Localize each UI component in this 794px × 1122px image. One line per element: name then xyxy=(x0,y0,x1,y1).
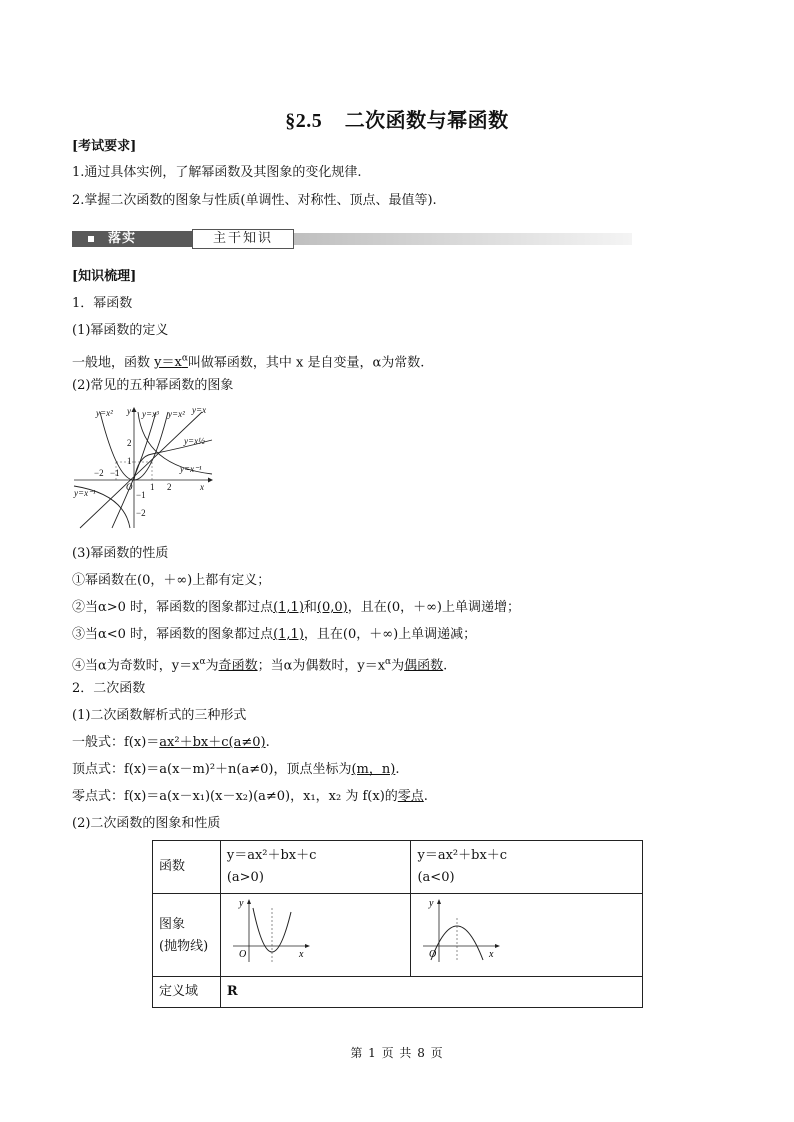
tick-x-1: 1 xyxy=(150,482,155,492)
requirement-1: 1.通过具体实例，了解幂函数及其图象的变化规律. xyxy=(72,165,362,180)
label-y-sqrt: y=x½ xyxy=(184,436,205,446)
label-y-x2-left: y=x² xyxy=(96,408,113,418)
svg-text:y: y xyxy=(238,898,244,909)
property-4: ④当α为奇数时，$y=x^\alpha$为奇函数；当α为偶数时，$y=x^\alpha$为偶函数. xyxy=(72,657,448,674)
section-number: §2.5 xyxy=(285,110,323,132)
def-prefix: 一般地，函数 xyxy=(72,355,155,371)
y-axis-arrow-icon xyxy=(132,407,137,412)
section-1-heading: 1．幂函数 xyxy=(72,296,133,311)
svg-text:y: y xyxy=(429,898,434,909)
label-y-x3: y=x³ xyxy=(142,409,159,419)
knowledge-heading: [知识梳理] xyxy=(72,269,137,284)
x-arrow-icon xyxy=(305,944,310,948)
tick-x-neg1: −1 xyxy=(110,468,120,478)
def-suffix: 叫做幂函数，其中 x 是自变量，α为常数. xyxy=(187,355,425,371)
power-functions-graph xyxy=(72,404,222,532)
section-2-heading: 2．二次函数 xyxy=(72,681,146,696)
y-arrow-icon xyxy=(437,899,441,904)
header-function: 函数 xyxy=(153,841,221,894)
tick-y-neg1: −1 xyxy=(136,490,146,500)
label-y-x: y=x xyxy=(192,405,207,415)
cell-a-positive: y＝ax²＋bx＋c (a>0) xyxy=(220,841,411,894)
property-1: ①幂函数在(0，＋∞)上都有定义； xyxy=(72,573,271,588)
vertex-form: 顶点式：f(x)＝a(x－m)²＋n(a≠0)，顶点坐标为(m，n). xyxy=(72,762,400,777)
power-function-definition xyxy=(72,350,424,372)
page-title xyxy=(0,104,794,133)
cell-a-negative: y＝ax²＋bx＋c (a<0) xyxy=(411,841,643,894)
table-row-graph xyxy=(153,894,643,977)
property-3: ③当α<0 时，幂函数的图象都过点(1,1)，且在(0，＋∞)上单调递减； xyxy=(72,627,477,642)
requirements-heading: [考试要求] xyxy=(72,139,137,154)
odd-function: 奇函数 xyxy=(218,658,258,674)
def-exponent: α xyxy=(181,354,188,364)
square-bullet-icon xyxy=(88,236,94,242)
section-2-1: (1)二次函数解析式的三种形式 xyxy=(72,708,247,723)
section-title: 二次函数与幂函数 xyxy=(344,110,509,132)
y-arrow-icon xyxy=(247,899,251,904)
label-y-x2-right: y=x² xyxy=(168,409,185,419)
banner-gradient-bar xyxy=(294,233,632,245)
point-0-0: (0,0) xyxy=(316,600,348,615)
parabola-upward-graph xyxy=(227,896,317,966)
quadratic-properties-table xyxy=(152,840,643,1008)
svg-text:O: O xyxy=(238,949,247,960)
table-row-domain xyxy=(153,977,643,1008)
label-y-inv-left: y=x⁻¹ xyxy=(74,488,96,498)
svg-text:x: x xyxy=(298,949,304,960)
tick-y-neg2: −2 xyxy=(136,508,146,518)
zero-points: 零点 xyxy=(397,789,424,804)
section-1-2: (2)常见的五种幂函数的图象 xyxy=(72,378,234,393)
vertex-coords: (m，n) xyxy=(351,762,396,777)
parabola-downward-graph xyxy=(417,896,507,966)
requirement-2: 2.掌握二次函数的图象与性质(单调性、对称性、顶点、最值等). xyxy=(72,193,437,208)
domain-value: R xyxy=(220,977,642,1008)
table-row-function xyxy=(153,841,643,894)
page-footer: 第 1 页 共 8 页 xyxy=(350,1046,444,1060)
axis-label-y: y xyxy=(127,406,131,416)
tick-x-2: 2 xyxy=(167,482,172,492)
section-banner xyxy=(72,229,632,249)
zero-form: 零点式：f(x)＝a(x－x₁)(x－x₂)(a≠0)，x₁，x₂ 为 f(x)的零点. xyxy=(72,789,428,804)
section-1-3: (3)幂函数的性质 xyxy=(72,546,169,561)
svg-text:x: x xyxy=(489,949,494,960)
def-function xyxy=(154,355,188,370)
section-2-2: (2)二次函数的图象和性质 xyxy=(72,816,221,831)
svg-text:O: O xyxy=(429,949,437,960)
banner-dark-block xyxy=(72,231,192,247)
header-graph: 图象 (抛物线) xyxy=(153,894,221,977)
tick-y-1: 1 xyxy=(127,456,132,466)
section-1-1: (1)幂函数的定义 xyxy=(72,323,169,338)
point-1-1-b: (1,1) xyxy=(273,627,304,642)
x-axis-arrow-icon xyxy=(208,478,213,483)
label-y-inv-right: y=x⁻¹ xyxy=(180,464,202,474)
axis-label-x: x xyxy=(200,482,204,492)
header-domain: 定义域 xyxy=(153,977,221,1008)
property-2: ②当α>0 时，幂函数的图象都过点(1,1)和(0,0)，且在(0，＋∞)上单调递增； xyxy=(72,600,520,615)
banner-left-label: 落实 xyxy=(108,231,137,246)
x-arrow-icon xyxy=(495,944,500,948)
general-form-expr: ax²＋bx＋c(a≠0) xyxy=(159,735,266,750)
even-function: 偶函数 xyxy=(404,658,444,674)
graph-downward-cell xyxy=(411,894,643,977)
tick-y-2: 2 xyxy=(127,438,132,448)
def-func-text: y＝x xyxy=(154,355,182,371)
tick-x-neg2: −2 xyxy=(94,468,104,478)
origin-label: O xyxy=(126,482,133,492)
graph-upward-cell xyxy=(220,894,411,977)
point-1-1: (1,1) xyxy=(273,600,304,615)
banner-right-label: 主干知识 xyxy=(192,229,294,249)
general-form: 一般式：f(x)＝ax²＋bx＋c(a≠0). xyxy=(72,735,270,750)
